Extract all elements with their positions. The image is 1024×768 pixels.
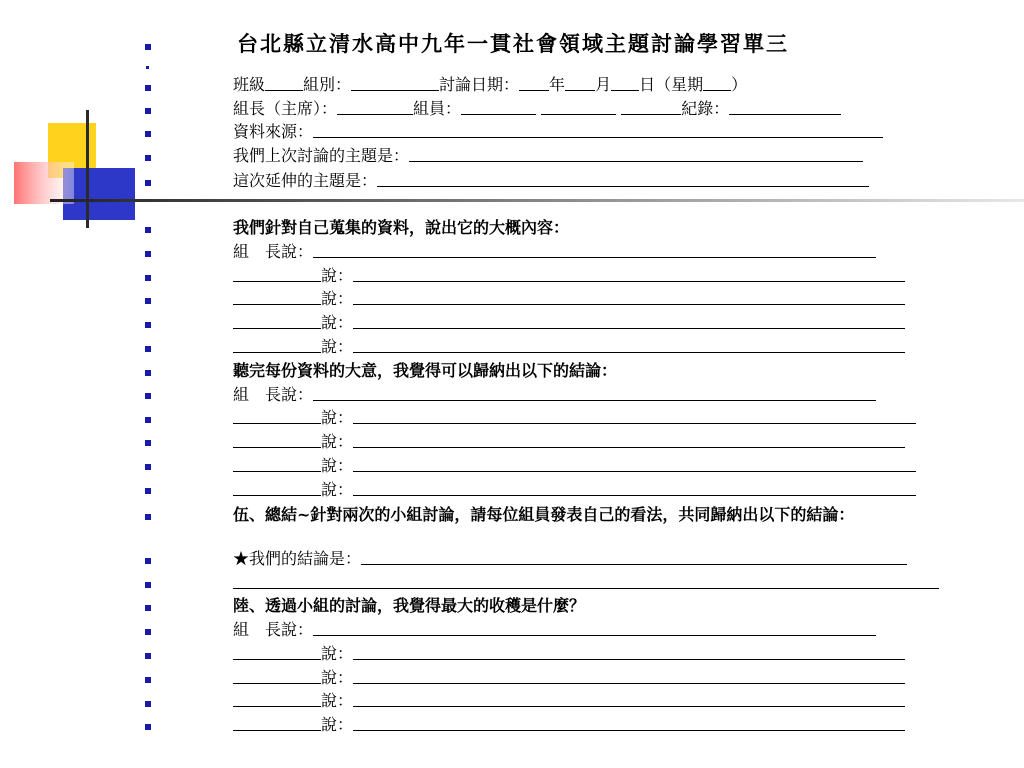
- group-blank[interactable]: [351, 74, 439, 91]
- bullet: [145, 677, 151, 683]
- leader-say-label: 組 長說：: [233, 242, 314, 261]
- member-say-label: 說：: [321, 337, 354, 356]
- section1-member-row: [233, 336, 905, 358]
- last-topic-label: 我們上次討論的主題是：: [233, 146, 410, 165]
- bullet: [145, 653, 151, 659]
- month-blank[interactable]: [565, 74, 595, 91]
- conclusion-blank[interactable]: [361, 548, 907, 565]
- section2-member-row: [233, 455, 916, 477]
- member-say-blank[interactable]: [353, 643, 905, 660]
- weekday-close: ）: [731, 75, 748, 94]
- bullet: [145, 346, 151, 352]
- member-name-blank[interactable]: [233, 643, 321, 660]
- section2-member-row: [233, 431, 905, 453]
- member-name-blank[interactable]: [233, 714, 321, 731]
- bullet: [145, 440, 151, 446]
- bullet: [145, 180, 151, 186]
- bullet: [145, 417, 151, 423]
- member-say-label: 說：: [321, 289, 354, 308]
- member-say-label: 說：: [321, 480, 354, 499]
- member-say-blank[interactable]: [353, 479, 916, 496]
- class-blank[interactable]: [265, 74, 303, 91]
- member-name-blank[interactable]: [233, 265, 321, 282]
- bullet: [145, 275, 151, 281]
- member-name-blank[interactable]: [233, 312, 321, 329]
- year-label: 年: [549, 75, 566, 94]
- section4-member-row: [233, 714, 905, 736]
- member-say-blank[interactable]: [353, 667, 905, 684]
- member-blank[interactable]: [461, 98, 536, 115]
- member-say-blank[interactable]: [353, 288, 905, 305]
- last-topic-row: [233, 145, 863, 167]
- section2-member-row: [233, 479, 916, 501]
- class-label: 班級: [233, 75, 266, 94]
- leader-say-label: 組 長說：: [233, 620, 314, 639]
- bullet: [145, 131, 151, 137]
- member-say-blank[interactable]: [353, 690, 905, 707]
- member-say-blank[interactable]: [353, 312, 905, 329]
- member-say-label: 說：: [321, 668, 354, 687]
- member-name-blank[interactable]: [233, 407, 321, 424]
- section2-member-row: [233, 407, 916, 429]
- member-name-blank[interactable]: [233, 479, 321, 496]
- section3-heading: 伍、總結~針對兩次的小組討論，請每位組員發表自己的看法，共同歸納出以下的結論：: [233, 505, 855, 524]
- member-say-label: 說：: [321, 432, 354, 451]
- page-title: 台北縣立清水高中九年一貫社會領域主題討論學習單三: [237, 31, 789, 56]
- member-say-blank[interactable]: [353, 431, 905, 448]
- member-say-label: 說：: [321, 691, 354, 710]
- bullet: [145, 298, 151, 304]
- leader-say-blank[interactable]: [313, 241, 876, 258]
- members-row: [233, 98, 841, 120]
- bullet: [145, 322, 151, 328]
- bullet: [145, 155, 151, 161]
- member-name-blank[interactable]: [233, 690, 321, 707]
- member-say-label: 說：: [321, 644, 354, 663]
- bullet: [145, 488, 151, 494]
- year-blank[interactable]: [519, 74, 549, 91]
- section4-member-row: [233, 667, 905, 689]
- section4-leader-row: [233, 619, 876, 641]
- red-square: [14, 162, 74, 204]
- source-label: 資料來源：: [233, 122, 314, 141]
- day-blank[interactable]: [611, 74, 639, 91]
- bullet: [145, 464, 151, 470]
- bullet: [145, 85, 151, 91]
- member-name-blank[interactable]: [233, 431, 321, 448]
- bullet: [145, 701, 151, 707]
- leader-say-blank[interactable]: [313, 384, 876, 401]
- blue-square: [63, 168, 135, 220]
- leader-say-blank[interactable]: [313, 619, 876, 636]
- bullet: [145, 370, 151, 376]
- bullet: [145, 227, 151, 233]
- bullet: [145, 393, 151, 399]
- extended-topic-label: 這次延伸的主題是：: [233, 171, 378, 190]
- bullet: [145, 44, 151, 50]
- member-say-blank[interactable]: [353, 336, 905, 353]
- member-name-blank[interactable]: [233, 455, 321, 472]
- member-name-blank[interactable]: [233, 667, 321, 684]
- extended-topic-blank[interactable]: [377, 170, 869, 187]
- member-blank[interactable]: [541, 98, 616, 115]
- weekday-label: 日（星期: [639, 75, 704, 94]
- yellow-square: [48, 123, 96, 178]
- month-label: 月: [595, 75, 612, 94]
- recorder-label: 紀錄：: [681, 99, 730, 118]
- horizontal-line: [50, 199, 1024, 202]
- conclusion-row-2: [233, 572, 939, 594]
- section4-member-row: [233, 643, 905, 665]
- conclusion-blank[interactable]: [233, 572, 939, 589]
- bullet: [145, 724, 151, 730]
- bullet: [145, 629, 151, 635]
- section1-member-row: [233, 312, 905, 334]
- leader-say-label: 組 長說：: [233, 385, 314, 404]
- date-label: 討論日期：: [439, 75, 520, 94]
- section1-leader-row: [233, 241, 876, 263]
- vertical-line: [86, 110, 89, 228]
- source-row: [233, 121, 883, 143]
- bullet: [145, 514, 151, 520]
- member-say-label: 說：: [321, 313, 354, 332]
- member-say-blank[interactable]: [353, 714, 905, 731]
- section1-member-row: [233, 288, 905, 310]
- section1-heading: 我們針對自己蒐集的資料，說出它的大概內容：: [233, 218, 570, 237]
- leader-label: 組長（主席）：: [233, 99, 338, 118]
- member-say-label: 說：: [321, 715, 354, 734]
- bullet: [145, 558, 151, 564]
- member-say-label: 說：: [321, 408, 354, 427]
- bullet: [145, 108, 151, 114]
- section4-heading: 陸、透過小組的討論，我覺得最大的收穫是什麼？: [233, 596, 586, 615]
- last-topic-blank[interactable]: [409, 145, 863, 162]
- member-say-label: 說：: [321, 456, 354, 475]
- member-name-blank[interactable]: [233, 288, 321, 305]
- section2-leader-row: [233, 384, 876, 406]
- member-say-blank[interactable]: [353, 407, 916, 424]
- source-blank[interactable]: [313, 121, 883, 138]
- group-label: 組別：: [303, 75, 352, 94]
- member-name-blank[interactable]: [233, 336, 321, 353]
- weekday-blank[interactable]: [703, 74, 731, 91]
- member-say-label: 說：: [321, 266, 354, 285]
- section2-heading: 聽完每份資料的大意，我覺得可以歸納出以下的結論：: [233, 361, 618, 380]
- member-say-blank[interactable]: [353, 455, 916, 472]
- conclusion-row: [233, 548, 907, 570]
- recorder-blank[interactable]: [729, 98, 841, 115]
- bullet: [145, 251, 151, 257]
- bullet: [146, 66, 149, 69]
- conclusion-label: ★我們的結論是：: [233, 549, 362, 568]
- extended-topic-row: [233, 170, 869, 192]
- section1-member-row: [233, 265, 905, 287]
- bullet: [145, 582, 151, 588]
- section4-member-row: [233, 690, 905, 712]
- member-say-blank[interactable]: [353, 265, 905, 282]
- class-info-row: [233, 74, 747, 96]
- members-label: 組員：: [413, 99, 462, 118]
- bullet: [145, 605, 151, 611]
- leader-blank[interactable]: [337, 98, 413, 115]
- member-blank[interactable]: [621, 98, 681, 115]
